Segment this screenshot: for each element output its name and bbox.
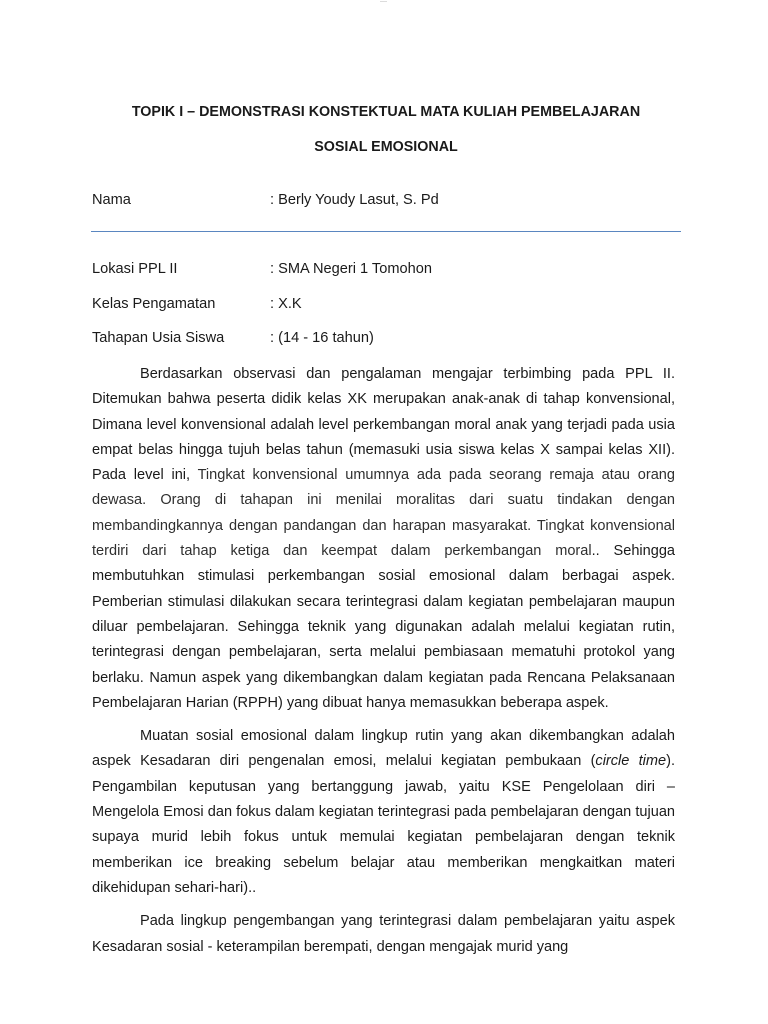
- page-top-mark: —: [380, 0, 388, 5]
- paragraph-2-part-a: Muatan sosial emosional dalam lingkup rutin yang akan dikembangkan adalah aspek Kesadaran diri pengenalan emosi, melalui kegiatan pembukaan (: [92, 728, 675, 770]
- field-tahapan-value: : (14 - 16 tahun): [270, 330, 374, 346]
- field-lokasi-label: Lokasi PPL II: [92, 261, 178, 277]
- field-tahapan-label: Tahapan Usia Siswa: [92, 330, 225, 346]
- paragraph-2-part-b: ). Pengambilan keputusan yang bertanggung jawab, yaitu KSE Pengelolaan diri – Mengelola Emosi dan fokus dalam kegiatan terintegrasi pada pembelajaran dengan tujuan supaya murid lebih fokus untuk memulai kegiatan pembelajaran dengan teknik memberikan ice breaking sebelum belajar atau memberikan mengkaitkan materi dikehidupan sehari-hari)..: [92, 753, 675, 896]
- paragraph-1-part-c: .. Sehingga membutuhkan stimulasi perkembangan sosial emosional dalam berbagai aspek. Pemberian stimulasi dilakukan secara terintegrasi dalam kegiatan pembelajaran maupun diluar pembelajaran. Sehingga teknik yang digunakan adalah melalui kegiatan rutin, terintegrasi dengan pembelajaran, serta melalui pembiasaan mematuhi protokol yang berlaku. Namun aspek yang dikembangkan dalam kegiatan pada Rencana Pelaksanaan Pembelajaran Harian (RPPH) yang dibuat hanya memasukkan beberapa aspek.: [92, 543, 675, 711]
- paragraph-1: [92, 362, 675, 716]
- paragraph-1-part-a: Berdasarkan observasi dan pengalaman mengajar terbimbing pada PPL II. Ditemukan bahwa peserta didik kelas XK merupakan anak-anak di tahap konvensional, Dimana level konvensional adalah level perkembangan moral anak yang terjadi pada usia empat belas hingga tujuh belas tahun (memasuki usia siswa kelas X sampai kelas XII). Pada level ini,: [92, 366, 675, 484]
- field-nama-value: : Berly Youdy Lasut, S. Pd: [270, 192, 439, 208]
- document-body: [92, 362, 675, 960]
- field-lokasi-value: : SMA Negeri 1 Tomohon: [270, 261, 432, 277]
- paragraph-2-italic: circle time: [595, 753, 667, 770]
- paragraph-1-part-b: Tingkat konvensional umumnya ada pada seorang remaja atau orang dewasa. Orang di tahapan ini menilai moralitas dari suatu tindakan dengan membandingkannya dengan pandangan dan harapan masyarakat. Tingkat konvensional terdiri dari tahap ketiga dan keempat dalam perkembangan moral: [92, 467, 675, 560]
- document-title-line-1: TOPIK I – DEMONSTRASI KONSTEKTUAL MATA KULIAH PEMBELAJARAN: [131, 104, 641, 120]
- field-kelas-label: Kelas Pengamatan: [92, 296, 216, 312]
- field-kelas-value: : X.K: [270, 296, 302, 312]
- paragraph-3: [92, 909, 675, 960]
- document-title-line-2: SOSIAL EMOSIONAL: [314, 139, 458, 155]
- separator-line: [91, 231, 681, 232]
- paragraph-3-part-a: Pada lingkup pengembangan yang terintegrasi dalam pembelajaran yaitu aspek Kesadaran sosial - keterampilan berempati, dengan mengajak murid yang: [92, 913, 675, 955]
- field-nama-label: Nama: [92, 192, 131, 208]
- paragraph-2: [92, 724, 675, 901]
